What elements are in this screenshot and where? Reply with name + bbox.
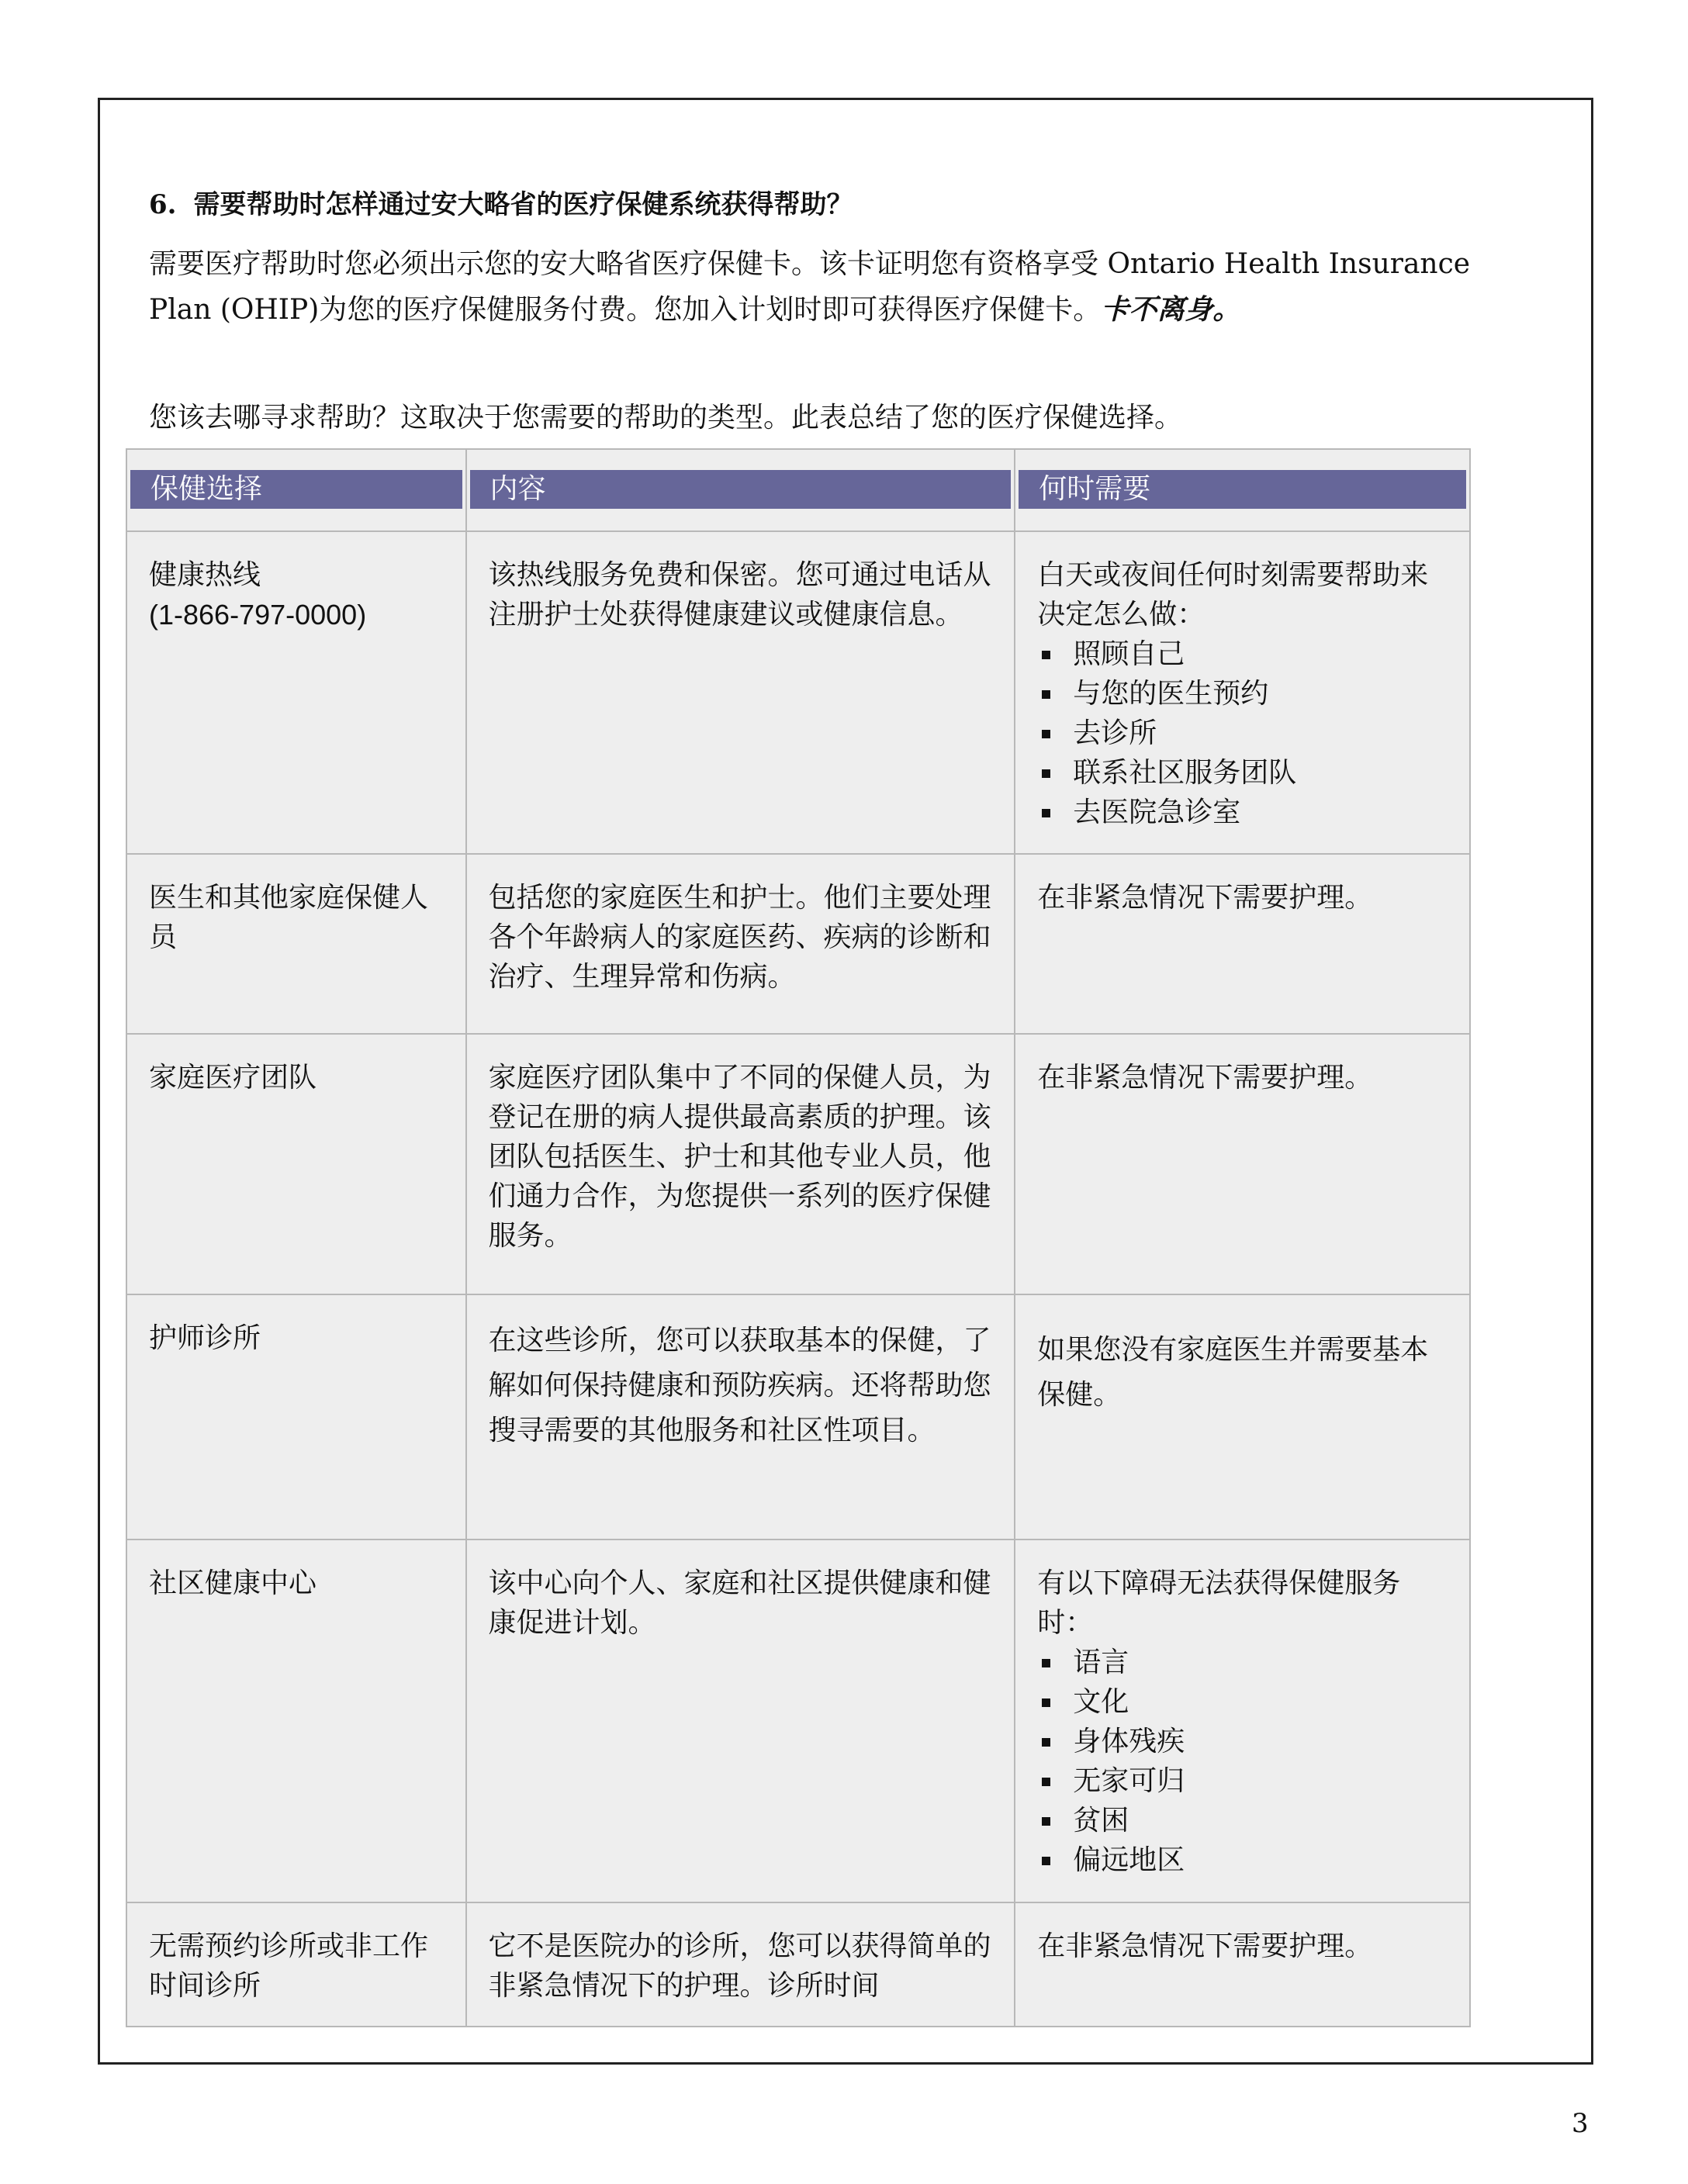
row-option: 医生和其他家庭保健人员: [149, 882, 429, 953]
table-row: [126, 1034, 1470, 1294]
bullet-item: 偏远地区: [1037, 1840, 1448, 1880]
bullet-item: 无家可归: [1037, 1761, 1448, 1801]
row-content: 它不是医院办的诊所，您可以获得简单的非紧急情况下的护理。诊所时间: [488, 1930, 991, 2002]
row-option: 护师诊所: [149, 1322, 261, 1354]
row-when: 有以下障碍无法获得保健服务时：: [1037, 1567, 1401, 1639]
bullet-item: 联系社区服务团队: [1037, 753, 1448, 793]
header-content: 内容: [470, 470, 1012, 509]
bullet-list: [1037, 1643, 1448, 1880]
table-lead-text: 您该去哪寻求帮助？这取决于您需要的帮助的类型。此表总结了您的医疗保健选择。: [149, 402, 1183, 434]
section-number: 6.: [149, 189, 177, 220]
bullet-item: 去医院急诊室: [1037, 793, 1448, 832]
table-row: [126, 854, 1470, 1034]
row-option: 健康热线: [149, 559, 261, 591]
row-when: 白天或夜间任何时刻需要帮助来决定怎么做：: [1037, 559, 1429, 631]
row-when: 在非紧急情况下需要护理。: [1037, 1930, 1373, 1962]
row-phone: (1-866-797-0000): [149, 599, 367, 631]
bullet-list: [1037, 634, 1448, 832]
bullet-item: 身体残疾: [1037, 1722, 1448, 1761]
row-option: 社区健康中心: [149, 1567, 317, 1599]
bullet-item: 照顾自己: [1037, 634, 1448, 674]
section-heading: [149, 183, 853, 221]
bullet-item: 语言: [1037, 1643, 1448, 1682]
intro-paragraph: [149, 242, 1530, 333]
row-when: 如果您没有家庭医生并需要基本保健。: [1037, 1334, 1429, 1411]
intro-text: 需要医疗帮助时您必须出示您的安大略省医疗保健卡。该卡证明您有资格享受 Ontario Health Insurance Plan (OHIP)为您的医疗保健服务付费。您加入计划时即可获得医疗保健卡。: [149, 248, 1471, 326]
care-options-table: [126, 448, 1471, 2027]
row-content: 该热线服务免费和保密。您可通过电话从注册护士处获得健康建议或健康信息。: [488, 559, 991, 631]
table-row: [126, 1540, 1470, 1902]
table-row: [126, 1294, 1470, 1540]
header-option: 保健选择: [130, 470, 462, 509]
header-when: 何时需要: [1019, 470, 1466, 509]
bullet-item: 去诊所: [1037, 714, 1448, 753]
row-content: 包括您的家庭医生和护士。他们主要处理各个年龄病人的家庭医药、疾病的诊断和治疗、生理异常和伤病。: [488, 882, 991, 993]
bullet-item: 贫困: [1037, 1801, 1448, 1840]
table-row: [126, 531, 1470, 854]
section-title: 需要帮助时怎样通过安大略省的医疗保健系统获得帮助？: [193, 189, 853, 220]
row-when: 在非紧急情况下需要护理。: [1037, 882, 1373, 914]
page-number: 3: [1572, 2108, 1589, 2139]
row-option: 家庭医疗团队: [149, 1062, 317, 1094]
row-content: 家庭医疗团队集中了不同的保健人员，为登记在册的病人提供最高素质的护理。该团队包括医生、护士和其他专业人员，他们通力合作，为您提供一系列的医疗保健服务。: [488, 1062, 991, 1252]
row-content: 该中心向个人、家庭和社区提供健康和健康促进计划。: [488, 1567, 991, 1639]
table-row: [126, 1902, 1470, 2027]
row-when: 在非紧急情况下需要护理。: [1037, 1062, 1373, 1094]
bullet-item: 文化: [1037, 1682, 1448, 1722]
table-header-row: [126, 449, 1470, 531]
intro-emphasis: 卡不离身。: [1101, 293, 1241, 326]
bullet-item: 与您的医生预约: [1037, 674, 1448, 714]
row-content: 在这些诊所，您可以获取基本的保健，了解如何保持健康和预防疾病。还将帮助您搜寻需要的其他服务和社区性项目。: [488, 1325, 991, 1446]
row-option: 无需预约诊所或非工作时间诊所: [149, 1930, 429, 2002]
